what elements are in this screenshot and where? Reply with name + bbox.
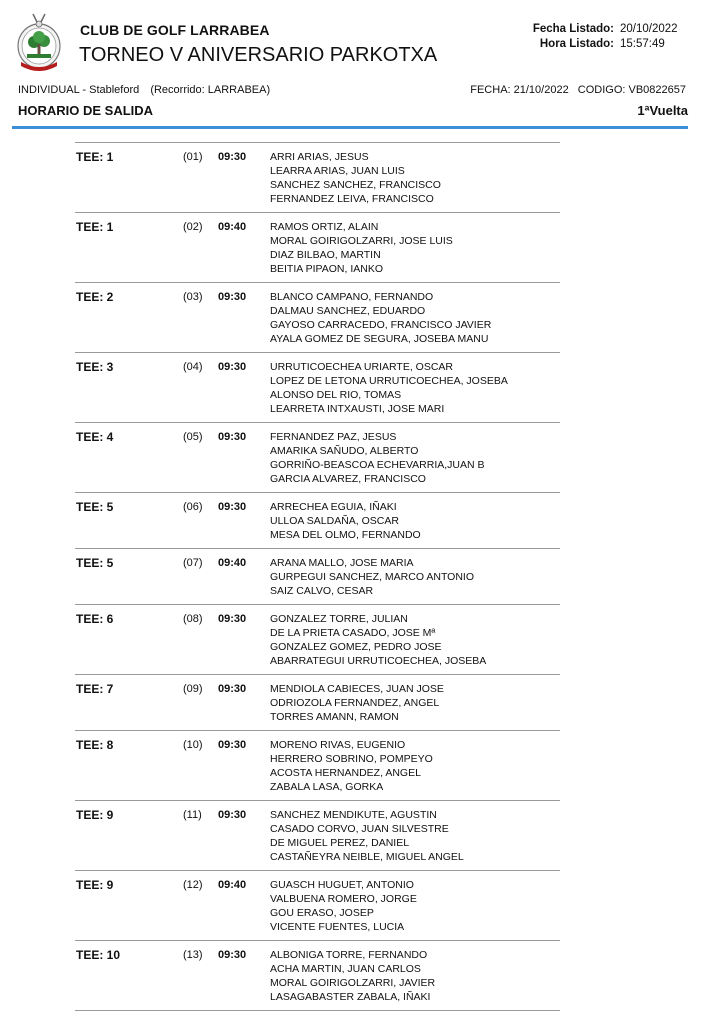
player-name: AMARIKA SAÑUDO, ALBERTO xyxy=(270,445,419,457)
tee-label: TEE: 1 xyxy=(76,150,114,164)
player-name: GOU ERASO, JOSEP xyxy=(270,907,374,919)
player-name: ALONSO DEL RIO, TOMAS xyxy=(270,389,402,401)
player-name: SAIZ CALVO, CESAR xyxy=(270,585,374,597)
player-name: LOPEZ DE LETONA URRUTICOECHEA, JOSEBA xyxy=(270,375,508,387)
player-name: SANCHEZ SANCHEZ, FRANCISCO xyxy=(270,179,441,191)
player-name: BLANCO CAMPANO, FERNANDO xyxy=(270,291,434,303)
tee-group xyxy=(75,282,560,352)
tee-label: TEE: 4 xyxy=(76,430,114,444)
player-name: GORRIÑO-BEASCOA ECHEVARRIA,JUAN B xyxy=(270,459,485,471)
group-number: (03) xyxy=(183,291,203,303)
group-number: (10) xyxy=(183,739,203,751)
player-name: ULLOA SALDAÑA, OSCAR xyxy=(270,515,399,527)
player-name: LEARRETA INTXAUSTI, JOSE MARI xyxy=(270,403,445,415)
player-name: CASADO CORVO, JUAN SILVESTRE xyxy=(270,823,449,835)
player-name: ARRI ARIAS, JESUS xyxy=(270,151,369,163)
tee-time: 09:40 xyxy=(218,879,247,891)
hora-listado-value: 15:57:49 xyxy=(620,38,665,50)
modality: INDIVIDUAL - Stableford xyxy=(18,84,140,96)
club-name: CLUB DE GOLF LARRABEA xyxy=(80,22,270,38)
player-name: URRUTICOECHEA URIARTE, OSCAR xyxy=(270,361,453,373)
tee-time: 09:30 xyxy=(218,809,247,821)
info-right xyxy=(470,84,686,96)
group-number: (13) xyxy=(183,949,203,961)
player-name: ARRECHEA EGUIA, IÑAKI xyxy=(270,501,397,513)
tee-group xyxy=(75,604,560,674)
group-number: (07) xyxy=(183,557,203,569)
player-name: ACOSTA HERNANDEZ, ANGEL xyxy=(270,767,421,779)
info-line xyxy=(18,84,686,96)
player-name: ACHA MARTIN, JUAN CARLOS xyxy=(270,963,421,975)
tee-time: 09:30 xyxy=(218,361,247,373)
player-name: DE MIGUEL PEREZ, DANIEL xyxy=(270,837,410,849)
group-number: (01) xyxy=(183,151,203,163)
player-list xyxy=(270,220,453,276)
tee-label: TEE: 2 xyxy=(76,290,114,304)
tee-time: 09:30 xyxy=(218,431,247,443)
player-list xyxy=(270,948,435,1004)
player-list xyxy=(270,556,474,598)
round-label: 1ªVuelta xyxy=(637,103,688,118)
course: (Recorrido: LARRABEA) xyxy=(150,84,271,96)
player-name: VALBUENA ROMERO, JORGE xyxy=(270,893,417,905)
player-name: ZABALA LASA, GORKA xyxy=(270,781,384,793)
tee-group xyxy=(75,674,560,730)
player-name: BEITIA PIPAON, IANKO xyxy=(270,263,384,275)
player-name: TORRES AMANN, RAMON xyxy=(270,711,399,723)
tournament-title: TORNEO V ANIVERSARIO PARKOTXA xyxy=(79,44,438,66)
player-name: DALMAU SANCHEZ, EDUARDO xyxy=(270,305,426,317)
tee-group xyxy=(75,212,560,282)
player-name: AYALA GOMEZ DE SEGURA, JOSEBA MANU xyxy=(270,333,489,345)
tee-time: 09:30 xyxy=(218,739,247,751)
tee-label: TEE: 5 xyxy=(76,500,114,514)
player-name: GONZALEZ TORRE, JULIAN xyxy=(270,613,408,625)
tee-time: 09:30 xyxy=(218,949,247,961)
section-title: HORARIO DE SALIDA xyxy=(18,103,154,118)
player-list xyxy=(270,360,508,416)
player-name: GURPEGUI SANCHEZ, MARCO ANTONIO xyxy=(270,571,474,583)
player-name: LASAGABASTER ZABALA, IÑAKI xyxy=(270,991,431,1003)
tee-group xyxy=(75,142,560,212)
group-number: (08) xyxy=(183,613,203,625)
competition-date: FECHA: 21/10/2022 xyxy=(470,84,569,96)
tee-label: TEE: 10 xyxy=(76,948,121,962)
group-number: (12) xyxy=(183,879,203,891)
player-list xyxy=(270,500,421,542)
player-list xyxy=(270,878,417,934)
hora-listado-label: Hora Listado: xyxy=(539,38,614,50)
club-logo xyxy=(13,12,65,74)
player-list xyxy=(270,612,486,668)
player-name: MORAL GOIRIGOLZARRI, JAVIER xyxy=(270,977,436,989)
player-name: ODRIOZOLA FERNANDEZ, ANGEL xyxy=(270,697,440,709)
player-name: FERNANDEZ LEIVA, FRANCISCO xyxy=(270,193,434,205)
tee-group xyxy=(75,940,560,1011)
player-name: GONZALEZ GOMEZ, PEDRO JOSE xyxy=(270,641,442,653)
fecha-listado-row xyxy=(533,22,684,37)
info-left xyxy=(18,84,270,96)
player-name: DE LA PRIETA CASADO, JOSE Mª xyxy=(270,627,436,639)
tee-time: 09:30 xyxy=(218,613,247,625)
competition-code: CODIGO: VB0822657 xyxy=(577,84,686,96)
player-name: ALBONIGA TORRE, FERNANDO xyxy=(270,949,428,961)
player-list xyxy=(270,150,441,206)
player-list xyxy=(270,430,485,486)
tee-schedule xyxy=(75,142,560,1011)
player-name: MESA DEL OLMO, FERNANDO xyxy=(270,529,421,541)
player-name: GUASCH HUGUET, ANTONIO xyxy=(270,879,414,891)
player-name: DIAZ BILBAO, MARTIN xyxy=(270,249,381,261)
tee-group xyxy=(75,422,560,492)
tee-time: 09:30 xyxy=(218,291,247,303)
player-name: FERNANDEZ PAZ, JESUS xyxy=(270,431,397,443)
player-name: HERRERO SOBRINO, POMPEYO xyxy=(270,753,433,765)
fecha-listado-label: Fecha Listado: xyxy=(532,23,614,35)
tee-group xyxy=(75,870,560,940)
tee-group xyxy=(75,492,560,548)
player-name: MENDIOLA CABIECES, JUAN JOSE xyxy=(270,683,444,695)
hora-listado-row xyxy=(533,37,684,52)
tee-label: TEE: 7 xyxy=(76,682,114,696)
tee-label: TEE: 9 xyxy=(76,878,114,892)
listing-meta xyxy=(533,22,684,52)
group-number: (09) xyxy=(183,683,203,695)
tee-group xyxy=(75,730,560,800)
group-number: (02) xyxy=(183,221,203,233)
player-name: GARCIA ALVAREZ, FRANCISCO xyxy=(270,473,426,485)
player-name: ARANA MALLO, JOSE MARIA xyxy=(270,557,414,569)
tee-label: TEE: 8 xyxy=(76,738,114,752)
player-name: GAYOSO CARRACEDO, FRANCISCO JAVIER xyxy=(270,319,492,331)
tee-label: TEE: 3 xyxy=(76,360,114,374)
player-name: SANCHEZ MENDIKUTE, AGUSTIN xyxy=(270,809,437,821)
tee-label: TEE: 9 xyxy=(76,808,114,822)
player-name: VICENTE FUENTES, LUCIA xyxy=(270,921,405,933)
group-number: (06) xyxy=(183,501,203,513)
player-list xyxy=(270,682,444,724)
tee-time: 09:30 xyxy=(218,683,247,695)
group-number: (05) xyxy=(183,431,203,443)
player-list xyxy=(270,290,491,346)
player-name: MORAL GOIRIGOLZARRI, JOSE LUIS xyxy=(270,235,453,247)
tee-time: 09:40 xyxy=(218,221,247,233)
player-name: RAMOS ORTIZ, ALAIN xyxy=(270,221,379,233)
group-number: (04) xyxy=(183,361,203,373)
player-name: ABARRATEGUI URRUTICOECHEA, JOSEBA xyxy=(270,655,487,667)
tee-group xyxy=(75,800,560,870)
tee-group xyxy=(75,352,560,422)
player-name: CASTAÑEYRA NEIBLE, MIGUEL ANGEL xyxy=(270,851,464,863)
tee-time: 09:40 xyxy=(218,557,247,569)
group-number: (11) xyxy=(183,809,202,821)
tee-time: 09:30 xyxy=(218,501,247,513)
tee-group xyxy=(75,548,560,604)
player-list xyxy=(270,738,433,794)
player-list xyxy=(270,808,464,864)
fecha-listado-value: 20/10/2022 xyxy=(620,23,678,35)
tee-label: TEE: 6 xyxy=(76,612,114,626)
tee-time: 09:30 xyxy=(218,151,247,163)
tee-label: TEE: 5 xyxy=(76,556,114,570)
player-name: LEARRA ARIAS, JUAN LUIS xyxy=(270,165,405,177)
player-name: MORENO RIVAS, EUGENIO xyxy=(270,739,406,751)
heading-rule xyxy=(12,126,688,129)
tee-label: TEE: 1 xyxy=(76,220,114,234)
